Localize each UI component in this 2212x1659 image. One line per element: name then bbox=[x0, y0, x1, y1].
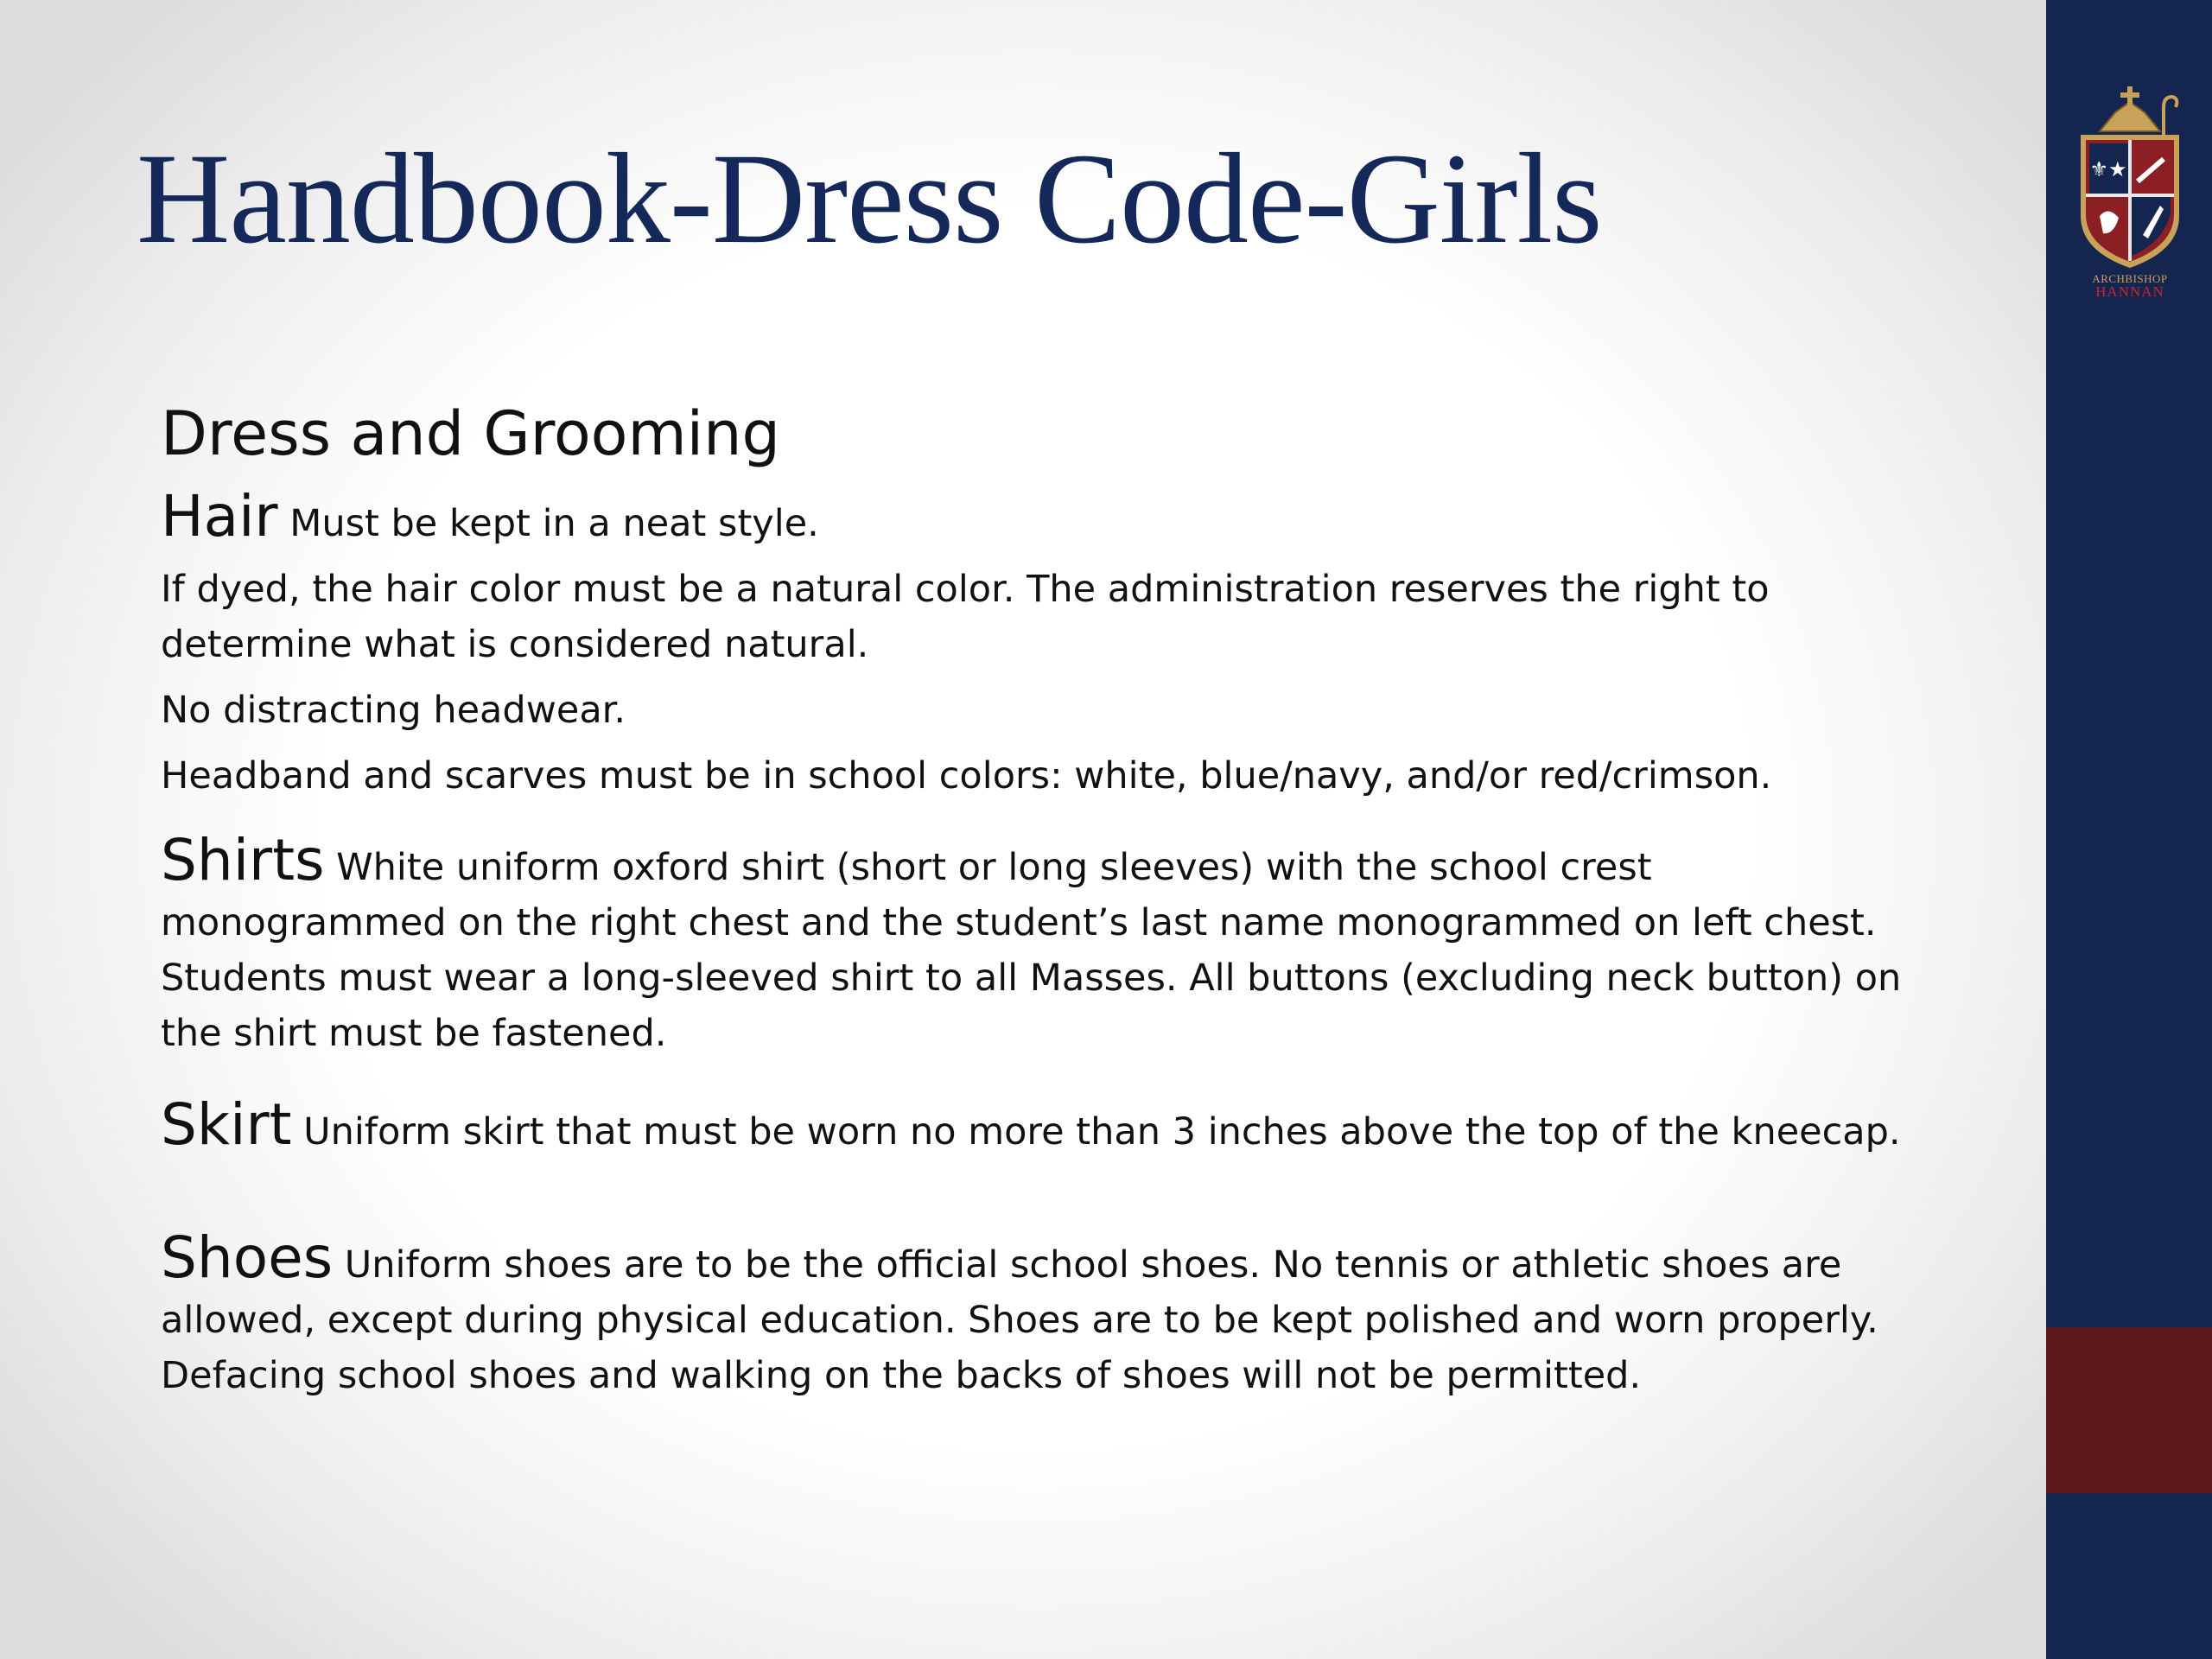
school-crest bbox=[2074, 86, 2186, 313]
skirt-term: Skirt bbox=[161, 1091, 292, 1158]
hair-point-headwear: No distracting headwear. bbox=[161, 689, 626, 732]
hair-point-dye: If dyed, the hair color must be a natural color. The administration reserves the right to determine what is considered natural. bbox=[161, 568, 1770, 666]
school-crest-icon bbox=[2074, 86, 2186, 272]
skirt-paragraph bbox=[161, 1091, 1941, 1160]
shirts-paragraph bbox=[161, 827, 1941, 1061]
crest-caption-line2: HANNAN bbox=[2095, 283, 2164, 300]
crest-caption bbox=[2069, 273, 2191, 299]
crest-caption-line1: ARCHBISHOP bbox=[2092, 272, 2168, 285]
sidebar bbox=[2046, 0, 2212, 1659]
shoes-paragraph bbox=[161, 1224, 1941, 1403]
shirts-text: White uniform oxford shirt (short or long sleeves) with the school crest monogrammed on the right chest and the student’s last name monogrammed on left chest. Students must wear a long-sleeved shirt to all Masses. All buttons (excluding neck button) on the shirt must be fastened. bbox=[161, 846, 1902, 1055]
shirts-term: Shirts bbox=[161, 827, 325, 893]
skirt-text: Uniform skirt that must be worn no more than 3 inches above the top of the kneecap. bbox=[291, 1110, 1901, 1154]
sidebar-accent-band bbox=[2046, 1327, 2212, 1493]
hair-paragraph bbox=[161, 483, 1941, 551]
hair-text: Must be kept in a neat style. bbox=[277, 502, 819, 545]
hair-point-headband: Headband and scarves must be in school colors: white, blue/navy, and/or red/crimson. bbox=[161, 754, 1772, 798]
slide-title: Handbook-Dress Code-Girls bbox=[137, 127, 1602, 270]
hair-term: Hair bbox=[161, 483, 278, 550]
section-heading: Dress and Grooming bbox=[161, 398, 780, 469]
svg-text:⚜★: ⚜★ bbox=[2089, 157, 2127, 181]
shoes-text: Uniform shoes are to be the official school shoes. No tennis or athletic shoes are allowed, except during physical education. Shoes are to be kept polished and worn properly. Defacing school shoes and walking on the backs of shoes will not be permitted. bbox=[161, 1243, 1878, 1397]
slide-content bbox=[161, 397, 1941, 1414]
shoes-term: Shoes bbox=[161, 1224, 334, 1291]
